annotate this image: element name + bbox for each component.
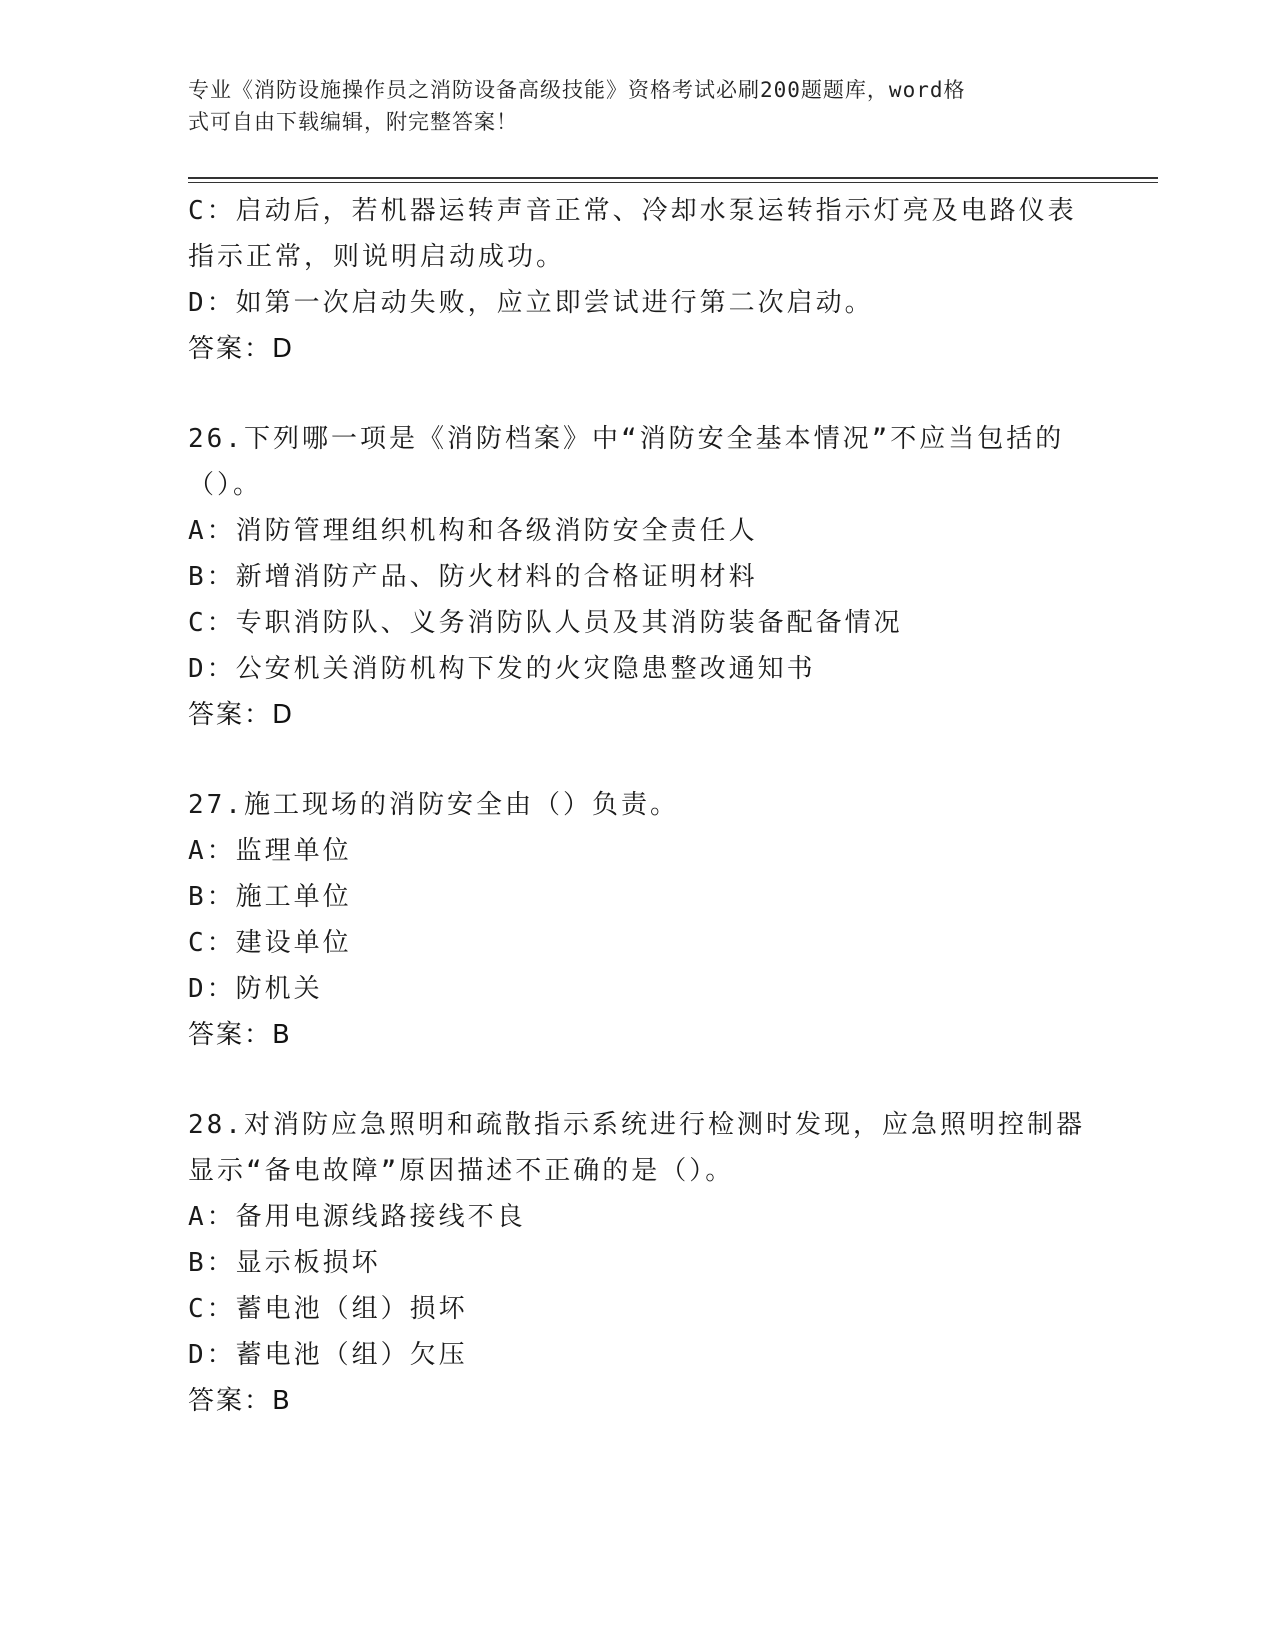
document-header bbox=[188, 74, 1068, 138]
option-b: B：显示板损坏 bbox=[188, 1248, 381, 1278]
option-d: D：蓄电池（组）欠压 bbox=[188, 1340, 468, 1370]
option-a: A：监理单位 bbox=[188, 836, 352, 866]
answer-line: 答案：B bbox=[188, 1020, 292, 1050]
option-c-line-2: 指示正常，则说明启动成功。 bbox=[188, 242, 566, 272]
option-d: D：公安机关消防机构下发的火灾隐患整改通知书 bbox=[188, 654, 816, 684]
question-27 bbox=[188, 782, 1088, 1058]
question-stem-line-2: 显示“备电故障”原因描述不正确的是（）。 bbox=[188, 1156, 735, 1186]
spacer bbox=[188, 372, 1088, 416]
header-line-2: 式可自由下载编辑，附完整答案！ bbox=[188, 110, 518, 134]
header-divider-thick bbox=[188, 177, 1158, 179]
answer-line: 答案：D bbox=[188, 700, 295, 730]
option-c-line-1: C：启动后，若机器运转声音正常、冷却水泵运转指示灯亮及电路仪表 bbox=[188, 196, 1077, 226]
spacer bbox=[188, 738, 1088, 782]
question-content bbox=[188, 188, 1088, 1424]
option-a: A：备用电源线路接线不良 bbox=[188, 1202, 526, 1232]
option-b: B：新增消防产品、防火材料的合格证明材料 bbox=[188, 562, 758, 592]
question-28 bbox=[188, 1102, 1088, 1424]
option-b: B：施工单位 bbox=[188, 882, 352, 912]
question-stem-line-1: 28.对消防应急照明和疏散指示系统进行检测时发现，应急照明控制器 bbox=[188, 1110, 1085, 1140]
question-stem-line-1: 27.施工现场的消防安全由（）负责。 bbox=[188, 790, 679, 820]
spacer bbox=[188, 1058, 1088, 1102]
answer-line: 答案：D bbox=[188, 334, 295, 364]
option-c: C：专职消防队、义务消防队人员及其消防装备配备情况 bbox=[188, 608, 903, 638]
option-a: A：消防管理组织机构和各级消防安全责任人 bbox=[188, 516, 758, 546]
option-d: D：防机关 bbox=[188, 974, 323, 1004]
question-stem-line-1: 26.下列哪一项是《消防档案》中“消防安全基本情况”不应当包括的 bbox=[188, 424, 1065, 454]
header-line-1: 专业《消防设施操作员之消防设备高级技能》资格考试必刷200题题库，word格 bbox=[188, 78, 966, 102]
question-stem-line-2: （）。 bbox=[188, 470, 263, 500]
question-26 bbox=[188, 416, 1088, 738]
question-25-continued bbox=[188, 188, 1088, 372]
header-divider-thin bbox=[188, 182, 1158, 183]
option-c: C：建设单位 bbox=[188, 928, 352, 958]
option-d: D：如第一次启动失败，应立即尝试进行第二次启动。 bbox=[188, 288, 874, 318]
answer-line: 答案：B bbox=[188, 1386, 292, 1416]
option-c: C：蓄电池（组）损坏 bbox=[188, 1294, 468, 1324]
